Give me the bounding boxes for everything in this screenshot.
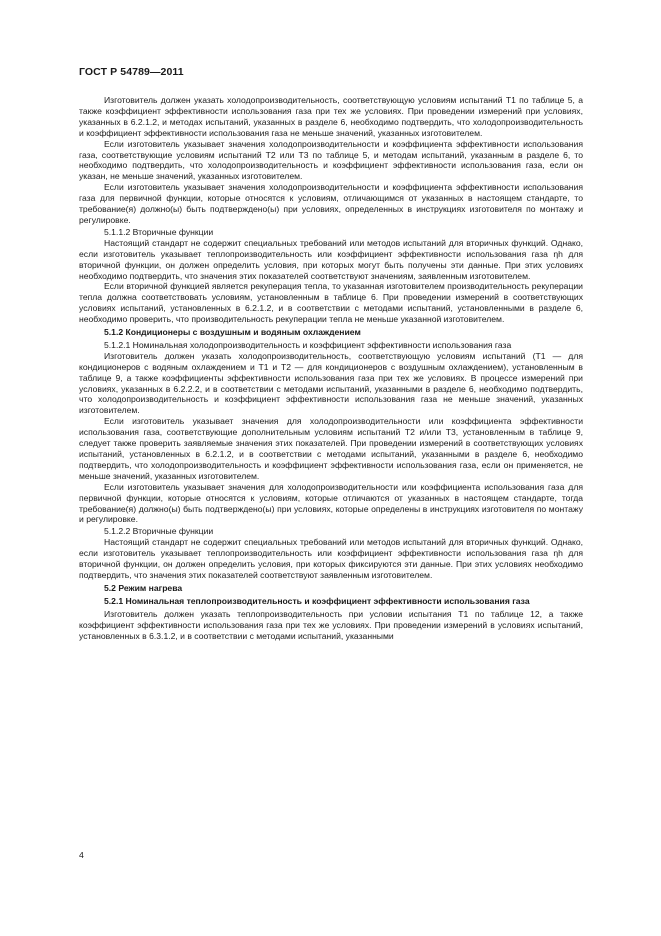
paragraph: Настоящий стандарт не содержит специальных требований или методов испытаний для вторичных функций. Однако, если изготовитель указывает теплопроизводительность или коэффициент эффективности использования газа ηh для вторичной функции, он должен определить условия, при которых могут быть получены эти данные. При этих условиях необходимо подтвердить, что значения этих показателей соответствуют значениям, заявленным изготовителем. [79, 237, 583, 281]
subsection-heading: 5.1.2.2 Вторичные функции [104, 526, 214, 537]
paragraph: Изготовитель должен указать холодопроизводительность, соответствующую условиям испытаний Т1 по таблице 5, а также коэффициент эффективности использования газа при тех же условиях. При проведении измерений при условиях, указанных в 6.2.1.2, и методах испытаний, указанных в разделе 6, необходимо подтвердить, что холодопроизводительность и коэффициент эффективности использования газа не меньше значений, указанных изготовителем. [79, 95, 583, 138]
paragraph: Если изготовитель указывает значения холодопроизводительности и коэффициента эффективности использования газа для первичной функции, которые относятся к условиям, отличающимся от указанных в настоящем стандарте, то требование(я) должно(ы) быть подтверждено(ы) при условиях, определенных в инструкциях изготовителя по монтажу и регулировке. [79, 182, 583, 225]
page-number: 4 [79, 850, 84, 860]
paragraph: Если изготовитель указывает значения для холодопроизводительности или коэффициента эффективности использования газа, соответствующие дополнительным условиям испытаний Т2 и/или Т3, установленным в таблице 9, следует также проверить заявляемые значения этих показателей. При проведении измерений в соответствующих условиях испытаний, установленных в 6.2.1.2, и в соответствии с методами испытаний, указанными в разделе 6, необходимо подтвердить, что холодопроизводительность и коэффициент эффективности использования газа, если он применяется, не меньше значений, указанных изготовителем. [79, 416, 583, 481]
paragraph: Если изготовитель указывает значения для холодопроизводительности или коэффициента использования газа для первичной функции, которые относятся к условиям, которые отличаются от указанных в настоящем стандарте, тогда требование(я) должно(ы) быть подтверждено(ы) при условиях, которые определены в инструкциях изготовителя по монтажу и регулировке. [79, 481, 583, 525]
section-heading: 5.1.2 Кондиционеры с воздушным и водяным охлаждением [104, 327, 361, 338]
page-header: ГОСТ Р 54789—2011 [79, 66, 184, 78]
paragraph: Если вторичной функцией является рекуперация тепла, то указанная изготовителем производительность рекуперации тепла должна соответствовать условиям, установленным в таблице 6. При проведении измерений в соответствующих условиях испытаний, установленных в 6.2.1.2, и в соответствии с методами испытаний, установленными в разделе 6, необходимо проверить, что производительность рекуперации тепла не меньше указанной изготовителем. [79, 281, 583, 325]
section-heading: 5.2 Режим нагрева [104, 582, 183, 593]
paragraph: Изготовитель должен указать теплопроизводительность при условии испытания Т1 по таблице 12, а также коэффициент эффективности использования газа при тех же условиях. При проведении измерений в условиях испытаний, установленных в 6.3.1.2, и в соответствии с методами испытаний, указанными [79, 608, 583, 641]
document-body [79, 95, 583, 641]
paragraph: Если изготовитель указывает значения холодопроизводительности и коэффициента эффективности использования газа, соответствующие условиям испытаний Т2 или Т3 по таблице 5, и методам испытаний, указанным в разделе 6, то необходимо подтвердить, что холодопроизводительность и коэффициент эффективности использования газа, если он указан, не меньше значений, указанных изготовителем. [79, 138, 583, 182]
subsection-heading: 5.1.1.2 Вторичные функции [104, 226, 214, 237]
subsection-heading: 5.1.2.1 Номинальная холодопроизводительность и коэффициент эффективности использования газа [104, 339, 512, 350]
section-heading: 5.2.1 Номинальная теплопроизводительность и коэффициент эффективности использования газа [104, 595, 530, 606]
paragraph: Изготовитель должен указать холодопроизводительность, соответствующую условиям испытаний (Т1 — для кондиционеров с водяным охлаждением и Т1 и Т2 — для кондиционеров с воздушным охлаждением), установленным в таблице 9, а также коэффициенты эффективности использования газа при тех же условиях. В процессе измерений при условиях, указанных в 6.2.2.2, и в соответствии с методами испытаний, указанными в разделе 6, необходимо подтвердить, что холодопроизводительность и коэффициент эффективности использования газа не меньше значений, указанных изготовителем. [79, 350, 583, 416]
paragraph: Настоящий стандарт не содержит специальных требований или методов испытаний для вторичных функций. Однако, если изготовитель указывает теплопроизводительность или коэффициент эффективности использования газа ηh для вторичной функции, он должен определить условия, при которых фиксируются эти данные. При этих условиях необходимо подтвердить, что значения этих показателей соответствуют заявленным изготовителем. [79, 537, 583, 580]
